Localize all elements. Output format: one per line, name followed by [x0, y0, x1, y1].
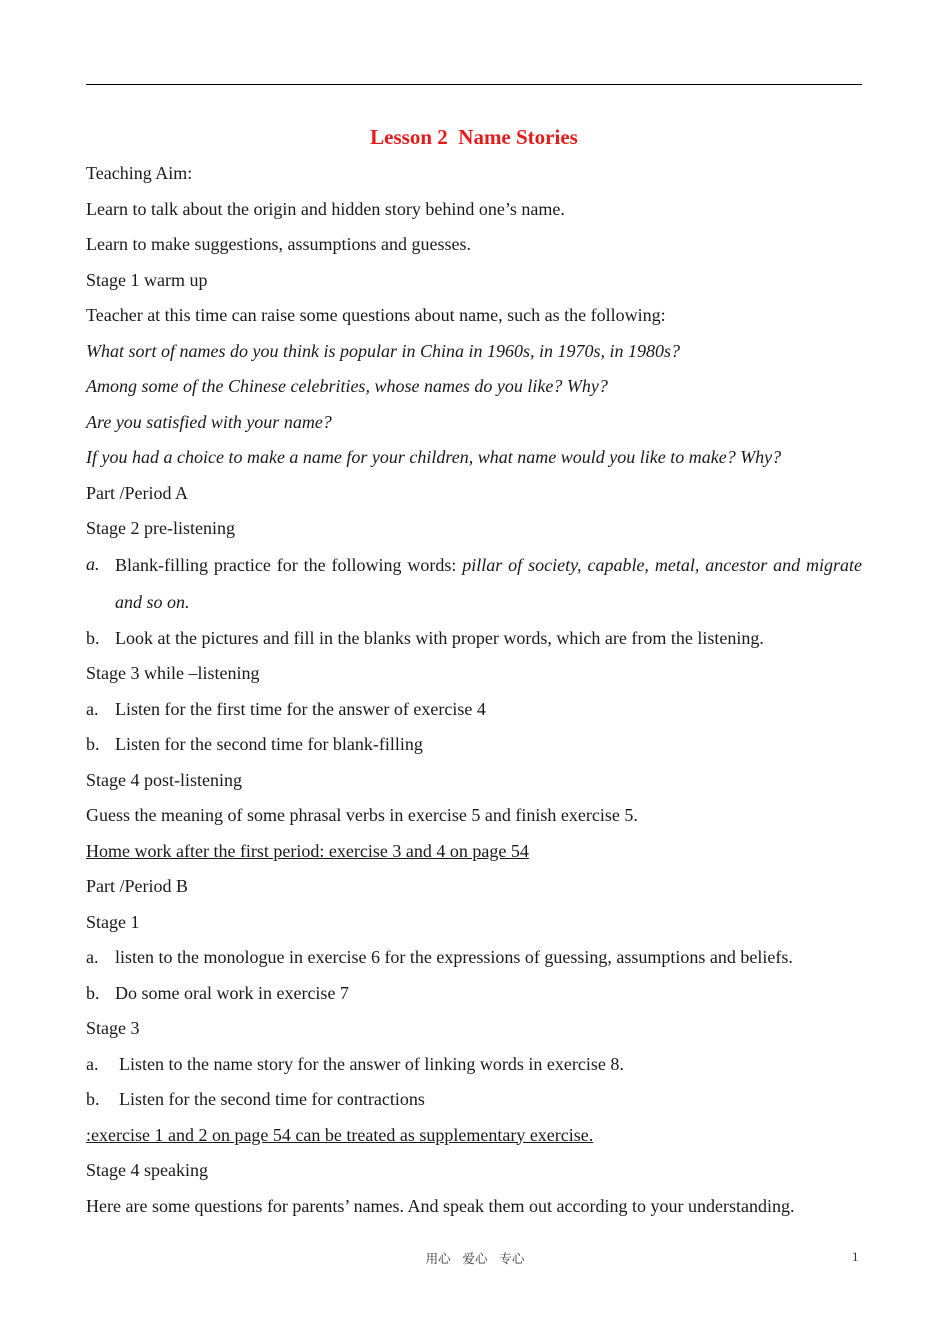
teaching-aim-1: Learn to talk about the origin and hidden story behind one’s name.: [86, 198, 565, 219]
guess-instruction: Guess the meaning of some phrasal verbs in exercise 5 and finish exercise 5.: [86, 805, 638, 825]
teaching-aim-2: Learn to make suggestions, assumptions and guesses.: [86, 234, 471, 254]
parents-instruction: Here are some questions for parents’ names. And speak them out according to your understanding.: [86, 1195, 795, 1216]
list-item-text: Listen for the second time for contractions: [119, 1089, 425, 1109]
list-item: [86, 1047, 862, 1083]
stage-2-heading: Stage 2 pre-listening: [86, 518, 235, 538]
list-item-text: [115, 547, 862, 621]
header-rule: [86, 84, 862, 85]
homework-note: Home work after the first period: exercise 3 and 4 on page 54: [86, 840, 529, 861]
supplementary-note: :exercise 1 and 2 on page 54 can be treated as supplementary exercise.: [86, 1124, 594, 1145]
part-b-heading: Part /Period B: [86, 876, 188, 896]
lesson-body: [86, 156, 862, 1224]
list-item: [86, 940, 862, 976]
page-number: 1: [852, 1249, 859, 1264]
question-1: What sort of names do you think is popular in China in 1960s, in 1970s, in 1980s?: [86, 340, 681, 361]
question-2: Among some of the Chinese celebrities, whose names do you like? Why?: [86, 376, 608, 396]
list-item-text-plain: Blank-filling practice for the following words:: [115, 554, 463, 575]
list-item-text: Listen for the second time for blank-filling: [115, 734, 423, 754]
list-item-text: Listen for the first time for the answer of exercise 4: [115, 698, 486, 719]
list-marker: a.: [86, 947, 99, 967]
list-item: [86, 976, 862, 1012]
part-a-heading: Part /Period A: [86, 482, 188, 503]
list-marker: b.: [86, 1089, 100, 1109]
list-item-text: listen to the monologue in exercise 6 for the expressions of guessing, assumptions and beliefs.: [115, 947, 793, 967]
list-item: [86, 727, 862, 763]
stage-3-heading: Stage 3 while –listening: [86, 663, 260, 683]
list-marker: b.: [86, 734, 100, 754]
teaching-aim-label: Teaching Aim:: [86, 163, 193, 183]
list-item-text: Listen to the name story for the answer of linking words in exercise 8.: [119, 1053, 624, 1074]
stage-1b-heading: Stage 1: [86, 911, 140, 932]
list-item-text: Do some oral work in exercise 7: [115, 982, 349, 1003]
list-marker: a.: [86, 1053, 99, 1074]
list-item: [86, 547, 862, 621]
stage-4-heading: Stage 4 post-listening: [86, 769, 242, 790]
footer-motto: 用心 爱心 专心: [425, 1251, 525, 1266]
list-item-text: Look at the pictures and fill in the blanks with proper words, which are from the listening.: [115, 627, 764, 648]
question-4: If you had a choice to make a name for your children, what name would you like to make? Why?: [86, 447, 782, 467]
list-marker: b.: [86, 627, 100, 648]
stage-4b-heading: Stage 4 speaking: [86, 1160, 208, 1180]
stage-1-heading: Stage 1 warm up: [86, 269, 208, 290]
list-item: [86, 621, 862, 657]
list-marker: a.: [86, 698, 99, 719]
teacher-instruction: Teacher at this time can raise some questions about name, such as the following:: [86, 305, 666, 325]
stage-3b-heading: Stage 3: [86, 1018, 140, 1038]
list-marker: a.: [86, 553, 100, 574]
list-item-text-italic: pillar of society, capable, metal, ancestor and migrate and so on.: [115, 554, 862, 612]
list-item: [86, 1082, 862, 1118]
list-item: [86, 692, 862, 728]
lesson-title: Lesson 2 Name Stories: [370, 125, 578, 149]
question-3: Are you satisfied with your name?: [86, 411, 332, 432]
list-marker: b.: [86, 982, 100, 1003]
